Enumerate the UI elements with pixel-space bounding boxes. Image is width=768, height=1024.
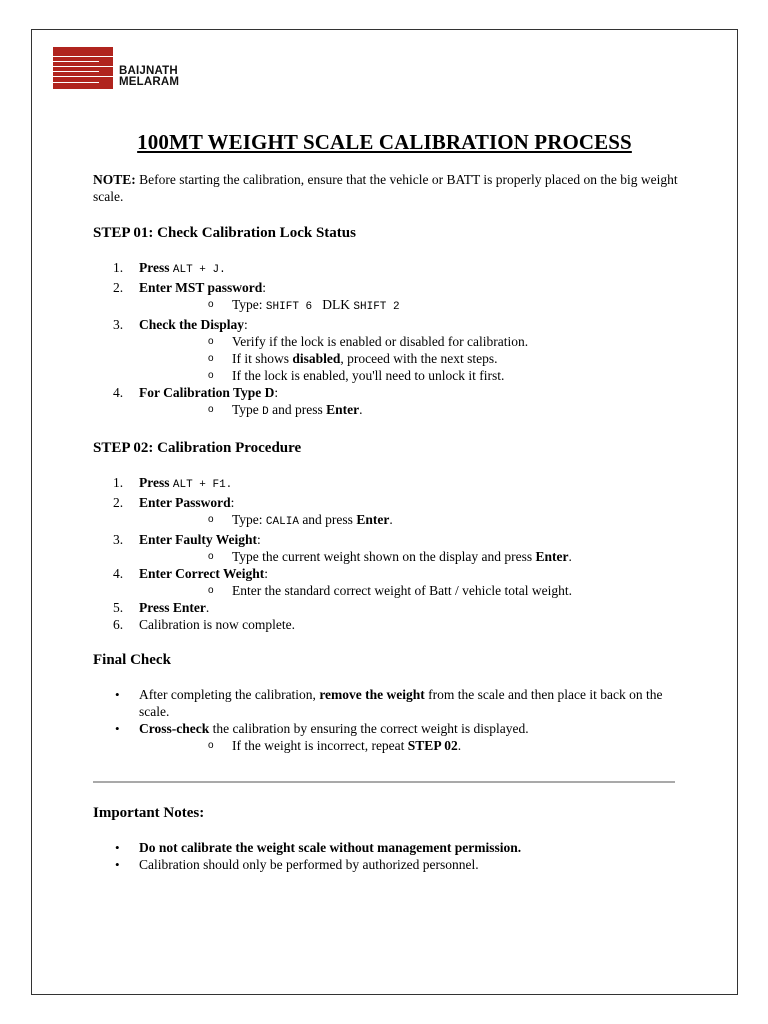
item-number: 5. bbox=[113, 600, 124, 615]
item-text: Calibration is now complete. bbox=[139, 617, 295, 632]
item-text: from the scale and then place it back on the scale. bbox=[139, 687, 663, 719]
item-label: Press Enter bbox=[139, 600, 206, 615]
circle-bullet-icon: o bbox=[208, 585, 214, 596]
sub-list bbox=[139, 333, 693, 384]
sub-text: Enter the standard correct weight of Batt / vehicle total weight. bbox=[232, 583, 573, 598]
sub-text: , proceed with the next steps. bbox=[340, 351, 498, 366]
item-number: 6. bbox=[113, 617, 124, 632]
item-number: 2. bbox=[113, 495, 124, 510]
sub-text: Type: bbox=[232, 297, 266, 312]
item-text: Calibration should only be performed by authorized personnel. bbox=[139, 857, 479, 872]
bullet-icon: • bbox=[115, 857, 120, 872]
circle-bullet-icon: o bbox=[208, 336, 214, 347]
list-item bbox=[93, 279, 693, 316]
sub-text: Type the current weight shown on the display and press bbox=[232, 549, 536, 564]
item-label: Press bbox=[139, 260, 170, 275]
item-text: the calibration by ensuring the correct weight is displayed. bbox=[209, 721, 529, 736]
list-item bbox=[93, 565, 693, 599]
item-suffix: : bbox=[244, 317, 248, 332]
sub-text: If it shows bbox=[232, 351, 293, 366]
list-item bbox=[93, 856, 693, 873]
item-text: After completing the calibration, bbox=[139, 687, 320, 702]
item-suffix: : bbox=[274, 385, 279, 400]
item-suffix: : bbox=[230, 495, 235, 510]
key-combo: SHIFT 6 bbox=[265, 301, 313, 313]
password-fragment: DLK bbox=[322, 297, 351, 312]
item-label: For Calibration Type D bbox=[139, 385, 275, 400]
item-number: 3. bbox=[113, 317, 124, 332]
item-label: Enter Correct Weight bbox=[139, 566, 265, 581]
item-number: 2. bbox=[113, 280, 124, 295]
list-item bbox=[93, 259, 693, 279]
item-bold: Cross-check bbox=[139, 721, 210, 736]
list-item bbox=[93, 494, 693, 531]
step1-heading: STEP 01: Check Calibration Lock Status bbox=[93, 225, 356, 241]
sub-list-item bbox=[139, 350, 693, 367]
item-label: Check the Display bbox=[139, 317, 245, 332]
list-item bbox=[93, 686, 693, 720]
sub-list-item bbox=[139, 296, 693, 316]
logo-mark-icon bbox=[53, 47, 113, 89]
list-item bbox=[93, 384, 693, 421]
sub-text: If the weight is incorrect, repeat bbox=[232, 738, 408, 753]
note-paragraph bbox=[93, 171, 693, 205]
key-combo: SHIFT 2 bbox=[353, 301, 400, 313]
document-title: 100MT WEIGHT SCALE CALIBRATION PROCESS bbox=[137, 130, 632, 154]
list-item bbox=[93, 474, 693, 494]
key-combo: ALT + F1. bbox=[172, 479, 233, 491]
circle-bullet-icon: o bbox=[208, 404, 214, 415]
sub-text: . bbox=[457, 738, 462, 753]
item-label: Enter Faulty Weight bbox=[139, 532, 258, 547]
item-number: 4. bbox=[113, 385, 124, 400]
final-check-heading: Final Check bbox=[93, 652, 171, 668]
sub-text: . bbox=[389, 512, 393, 527]
document-body bbox=[93, 171, 693, 873]
final-check-list bbox=[93, 686, 693, 754]
sub-text: Type: bbox=[232, 512, 266, 527]
sub-list-item bbox=[139, 511, 693, 531]
key-combo: CALIA bbox=[265, 516, 299, 528]
sub-list-item bbox=[139, 582, 693, 599]
list-item bbox=[93, 531, 693, 565]
important-notes-list bbox=[93, 839, 693, 873]
bullet-icon: • bbox=[115, 840, 120, 855]
step2-heading: STEP 02: Calibration Procedure bbox=[93, 440, 302, 456]
item-number: 4. bbox=[113, 566, 124, 581]
item-suffix: : bbox=[264, 566, 268, 581]
sub-text: Type bbox=[232, 402, 263, 417]
list-item bbox=[93, 720, 693, 754]
circle-bullet-icon: o bbox=[208, 353, 214, 364]
item-number: 1. bbox=[113, 260, 124, 275]
sub-text: . bbox=[568, 549, 572, 564]
sub-list bbox=[139, 511, 693, 531]
key-combo: ALT + J. bbox=[172, 264, 226, 276]
item-bold: Do not calibrate the weight scale without management permission. bbox=[139, 840, 522, 855]
sub-text: If the lock is enabled, you'll need to unlock it first. bbox=[232, 368, 505, 383]
item-suffix: . bbox=[205, 600, 210, 615]
circle-bullet-icon: o bbox=[208, 551, 214, 562]
list-item bbox=[93, 599, 693, 616]
bullet-icon: • bbox=[115, 721, 120, 736]
logo-line-1: BAIJNATH bbox=[119, 65, 178, 77]
note-text: Before starting the calibration, ensure that the vehicle or BATT is properly placed on the big weight scale. bbox=[93, 172, 678, 204]
company-logo bbox=[53, 47, 179, 89]
list-item bbox=[93, 316, 693, 384]
sub-list bbox=[139, 582, 693, 599]
item-label: Enter Password bbox=[139, 495, 231, 510]
sub-list-item bbox=[139, 548, 693, 565]
item-label: Enter MST password bbox=[139, 280, 263, 295]
step2-list bbox=[93, 474, 693, 633]
sub-text: and press bbox=[268, 402, 327, 417]
item-suffix: : bbox=[262, 280, 267, 295]
sub-text: and press bbox=[298, 512, 357, 527]
sub-bold: STEP 02 bbox=[407, 738, 458, 753]
item-bold: remove the weight bbox=[319, 687, 425, 702]
sub-bold: Enter bbox=[535, 549, 569, 564]
document-page bbox=[31, 29, 738, 995]
list-item bbox=[93, 616, 693, 633]
logo-line-2: MELARAM bbox=[119, 76, 180, 88]
horizontal-divider bbox=[93, 781, 675, 783]
sub-list-item bbox=[139, 367, 693, 384]
item-label: Press bbox=[139, 475, 170, 490]
circle-bullet-icon: o bbox=[208, 299, 214, 310]
sub-list-item bbox=[139, 401, 693, 421]
sub-bold: Enter bbox=[356, 512, 390, 527]
important-notes-heading: Important Notes: bbox=[93, 805, 205, 821]
sub-bold: Enter bbox=[326, 402, 360, 417]
sub-list bbox=[139, 401, 693, 421]
sub-list bbox=[139, 296, 693, 316]
logo-text bbox=[119, 66, 179, 88]
circle-bullet-icon: o bbox=[208, 740, 214, 751]
bullet-icon: • bbox=[115, 687, 120, 702]
sub-list bbox=[139, 548, 693, 565]
sub-list bbox=[139, 737, 693, 754]
sub-text: Verify if the lock is enabled or disabled for calibration. bbox=[232, 334, 529, 349]
item-number: 1. bbox=[113, 475, 124, 490]
key-combo: D bbox=[262, 406, 269, 418]
circle-bullet-icon: o bbox=[208, 514, 214, 525]
step1-list bbox=[93, 259, 693, 421]
sub-bold: disabled bbox=[292, 351, 341, 366]
sub-list-item bbox=[139, 333, 693, 350]
circle-bullet-icon: o bbox=[208, 370, 214, 381]
sub-text: . bbox=[359, 402, 363, 417]
list-item bbox=[93, 839, 693, 856]
item-number: 3. bbox=[113, 532, 124, 547]
note-label: NOTE: bbox=[93, 172, 136, 187]
sub-list-item bbox=[139, 737, 693, 754]
item-suffix: : bbox=[257, 532, 261, 547]
